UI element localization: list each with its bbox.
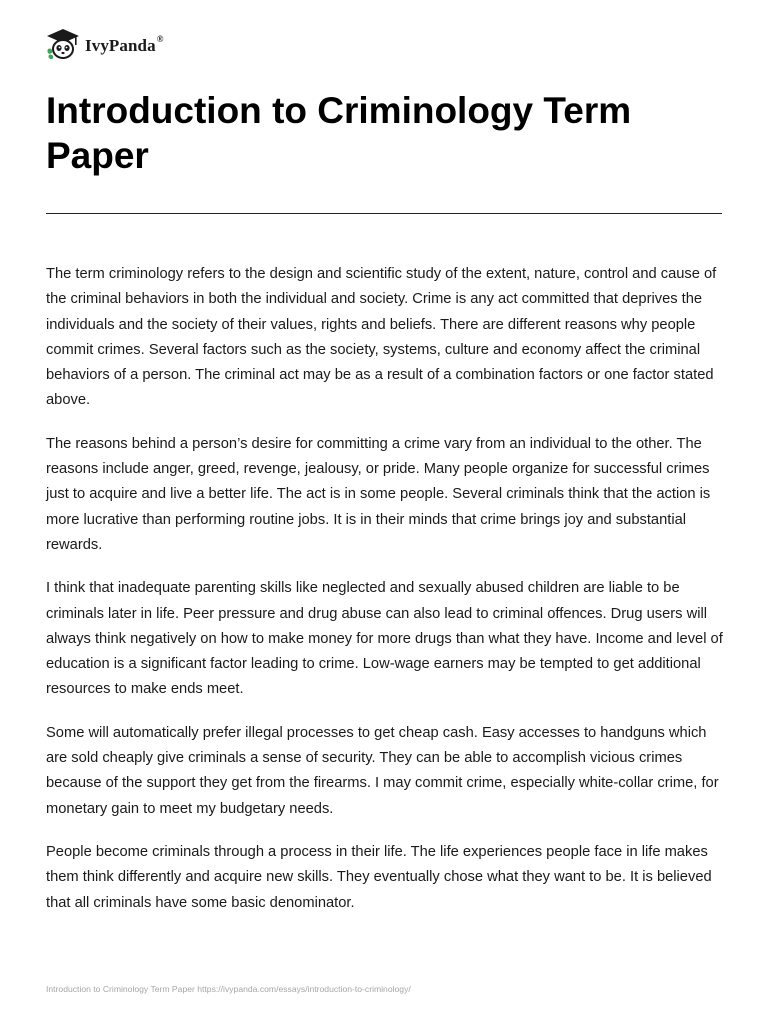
title-divider <box>46 213 722 214</box>
paragraph: Some will automatically prefer illegal processes to get cheap cash. Easy accesses to handguns which are sold cheaply give criminals a sense of security. They can be able to accomplish vicious crimes because of the support they get from the firearms. I may commit crime, especially white-collar crime, for monetary gain to meet my budgetary needs. <box>46 724 719 817</box>
essay-body <box>46 262 726 934</box>
ivypanda-logo[interactable] <box>45 27 164 61</box>
paragraph: The reasons behind a person’s desire for committing a crime vary from an individual to the other. The reasons include anger, greed, revenge, jealousy, or pride. Many people organize for successful crimes just to acquire and live a better life. The act is in some people. Several criminals think that the action is more lucrative than performing routine jobs. It is in their minds that crime brings joy and substantial rewards. <box>46 435 711 553</box>
paragraph: People become criminals through a process in their life. The life experiences people face in life makes them think differently and acquire new skills. They eventually chose what they want to be. It is believed that all criminals have some basic denominator. <box>46 843 712 911</box>
paragraph: I think that inadequate parenting skills like neglected and sexually abused children are liable to be criminals later in life. Peer pressure and drug abuse can also lead to criminal offences. Drug users will always think negatively on how to make money for more drugs than what they have. Income and level of education is a significant factor leading to crime. Low-wage earners may be tempted to get additional resources to make ends meet. <box>46 580 723 698</box>
panda-graduation-cap-icon <box>45 27 81 61</box>
footer-citation: Introduction to Criminology Term Paper https://ivypanda.com/essays/introduction-to-criminology/ <box>46 984 411 994</box>
page-title: Introduction to Criminology Term Paper <box>46 90 632 176</box>
paragraph: The term criminology refers to the design and scientific study of the extent, nature, control and cause of the criminal behaviors in both the individual and society. Crime is any act committed that deprives the individuals and the society of their values, rights and beliefs. There are different reasons why people commit crimes. Several factors such as the society, systems, culture and economy affect the criminal behaviors of a person. The criminal act may be as a result of a combination factors or one factor stated above. <box>46 266 717 409</box>
brand-name: IvyPanda® <box>85 33 164 55</box>
